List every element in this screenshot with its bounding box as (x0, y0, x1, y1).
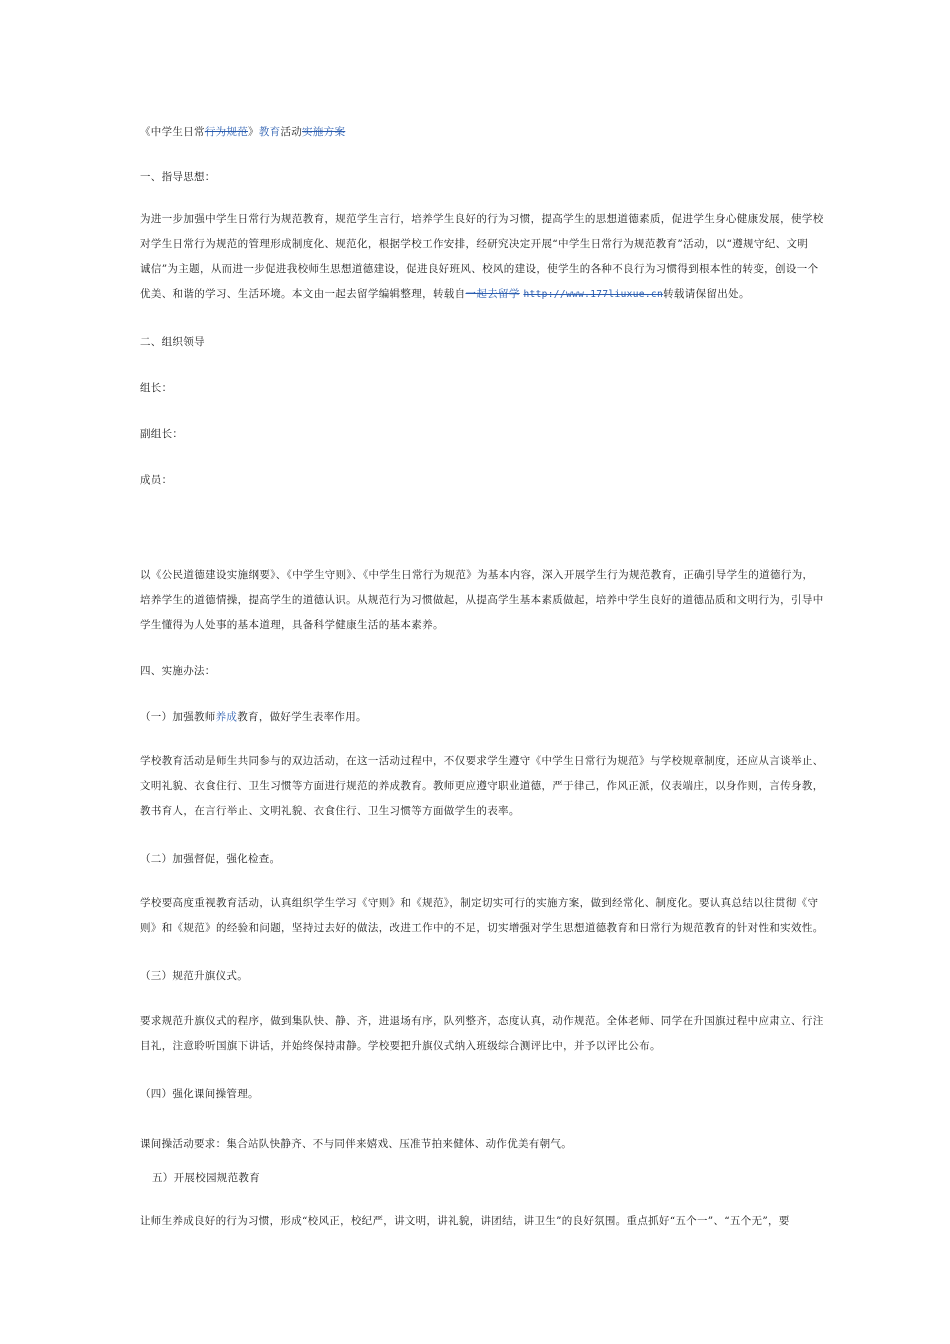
teacher-education-paragraph (140, 749, 824, 824)
guiding-thought-paragraph (140, 207, 824, 307)
paragraph-line: 要求规范升旗仪式的程序，做到集队快、静、齐，进退场有序，队列整齐，态度认真，动作规范。全体老师、同学在升国旗过程中应肃立、行注 (140, 1015, 824, 1027)
item-heading-teacher-education (140, 710, 820, 724)
title-text: 《中学生日常 (140, 126, 205, 138)
paragraph-line: 文明礼貌、衣食住行、卫生习惯等方面进行规范的养成教育。教师更应遵守职业道德，严于律己，作风正派，仪表端庄，以身作则，言传身教， (140, 780, 824, 792)
supervision-paragraph (140, 891, 824, 941)
paragraph-text: 转载请保留出处。 (663, 288, 750, 300)
flag-ceremony-paragraph (140, 1009, 824, 1059)
break-exercise-paragraph: 课间操活动要求：集合站队快静齐、不与同伴来嬉戏、压准节拍来健体、动作优美有朝气。 (140, 1138, 572, 1150)
source-site-link[interactable]: 一起去留学 (465, 288, 520, 300)
campus-norms-paragraph: 让师生养成良好的行为习惯，形成“校风正，校纪严，讲文明，讲礼貌，讲团结，讲卫生”的良好氛围。重点抓好“五个一”、“五个无”，要 (140, 1215, 790, 1227)
title-link-education[interactable]: 教育 (258, 126, 281, 138)
item-heading-supervision: （二）加强督促，强化检查。 (140, 853, 281, 865)
title-text: 》 (248, 126, 259, 138)
paragraph-line (140, 282, 820, 307)
section-heading-organization: 二、组织领导 (140, 336, 205, 348)
paragraph-line: 诚信”为主题，从而进一步促进我校师生思想道德建设，促进良好班风、校风的建设，使学生的各种不良行为习惯得到根本性的转变，创设一个 (140, 263, 819, 275)
members-label: 成员： (140, 474, 173, 486)
paragraph-line: 培养学生的道德情操，提高学生的道德认识。从规范行为习惯做起，从提高学生基本素质做起，培养中学生良好的道德品质和文明行为，引导中 (140, 594, 824, 606)
title-link-behavior-norms[interactable]: 行为规范 (204, 126, 249, 138)
heading-text: 教育，做好学生表率作用。 (237, 711, 367, 723)
paragraph-line: 则》和《规范》的经验和问题，坚持过去好的做法，改进工作中的不足，切实增强对学生思想道德教育和日常行为规范教育的针对性和实效性。 (140, 922, 824, 934)
paragraph-line: 学生懂得为人处事的基本道理，具备科学健康生活的基本素养。 (140, 619, 444, 631)
item-heading-flag-ceremony: （三）规范升旗仪式。 (140, 970, 248, 982)
paragraph-line: 对学生日常行为规范的管理形成制度化、规范化，根据学校工作安排，经研究决定开展“中学生日常行为规范教育”活动，以“遵规守纪、文明 (140, 238, 809, 250)
title-link-implementation-plan[interactable]: 实施方案 (302, 126, 346, 138)
item-heading-break-exercise: （四）强化课间操管理。 (140, 1088, 259, 1100)
paragraph-line: 以《公民道德建设实施纲要》、《中学生守则》、《中学生日常行为规范》为基本内容，深入开展学生行为规范教育，正确引导学生的道德行为， (140, 569, 814, 581)
section-heading-implementation: 四、实施办法： (140, 665, 216, 677)
paragraph-line: 学校教育活动是师生共同参与的双边活动，在这一活动过程中，不仅要求学生遵守《中学生日常行为规范》与学校规章制度，还应从言谈举止、 (140, 755, 824, 767)
paragraph-line: 教书育人，在言行举止、文明礼貌、衣食住行、卫生习惯等方面做学生的表率。 (140, 805, 520, 817)
paragraph-text: 优美、和谐的学习、生活环境。本文由一起去留学编辑整理，转载自 (140, 288, 466, 300)
paragraph-line: 学校要高度重视教育活动，认真组织学生学习《守则》和《规范》，制定切实可行的实施方案，做到经常化、制度化。要认真总结以往贯彻《守 (140, 897, 819, 909)
content-paragraph (140, 563, 824, 638)
section-heading-guiding-thought: 一、指导思想： (140, 171, 216, 183)
vice-leader-label: 副组长： (140, 428, 184, 440)
title-text: 活动 (280, 126, 303, 138)
paragraph-line: 目礼，注意聆听国旗下讲话，并始终保持肃静。学校要把升旗仪式纳入班级综合测评比中，并予以评比公布。 (140, 1040, 661, 1052)
item-heading-campus-norms: 五）开展校园规范教育 (152, 1172, 260, 1184)
cultivation-link[interactable]: 养成 (215, 711, 238, 723)
leader-label: 组长： (140, 382, 173, 394)
heading-text: （一）加强教师 (140, 711, 216, 723)
document-title (140, 125, 820, 139)
source-url-link[interactable]: http://www.177liuxue.cn (523, 289, 664, 300)
paragraph-line: 为进一步加强中学生日常行为规范教育，规范学生言行，培养学生良好的行为习惯，提高学生的思想道德素质，促进学生身心健康发展，使学校 (140, 213, 824, 225)
